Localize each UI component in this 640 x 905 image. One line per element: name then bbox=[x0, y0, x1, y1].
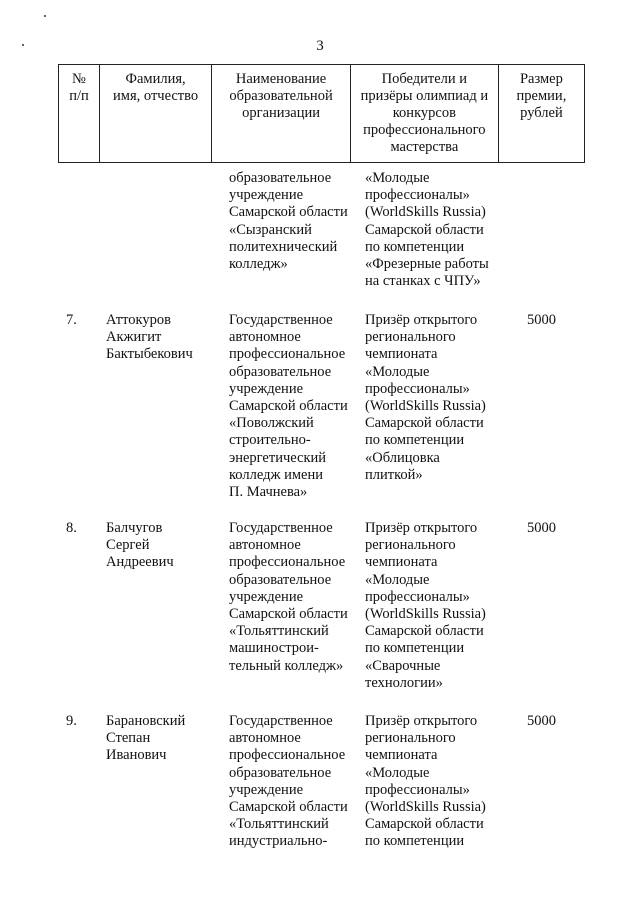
continued-org: образовательное учреждение Самарской области «Сызранский политехнический колледж» bbox=[229, 170, 348, 273]
row-name: Аттокуров Акжигит Бактыбекович bbox=[106, 312, 193, 363]
header-num: № п/п bbox=[59, 65, 100, 163]
row-org: Государственное автономное профессиональное образовательное учреждение Самарской области «Тольяттинский машинострои- тельный колледж» bbox=[229, 520, 348, 674]
row-winners: Призёр открытого регионального чемпионата «Молодые профессионалы» (WorldSkills Russia) Самарской области по компетенции bbox=[365, 713, 486, 850]
header-name: Фамилия, имя, отчество bbox=[99, 65, 211, 163]
row-org: Государственное автономное профессиональное образовательное учреждение Самарской области «Поволжский строительно- энергетический колледж имени П. Мачнева» bbox=[229, 312, 348, 501]
row-org: Государственное автономное профессиональное образовательное учреждение Самарской области «Тольяттинский индустриально- bbox=[229, 713, 348, 850]
row-num: 8. bbox=[66, 520, 77, 536]
header-prize: Размер премии, рублей bbox=[498, 65, 584, 163]
row-prize: 5000 bbox=[527, 520, 556, 536]
scan-dot bbox=[44, 15, 46, 17]
header-winners: Победители и призёры олимпиад и конкурсов профессионального мастерства bbox=[350, 65, 498, 163]
row-name: Барановский Степан Иванович bbox=[106, 713, 186, 764]
row-prize: 5000 bbox=[527, 713, 556, 729]
row-name: Балчугов Сергей Андреевич bbox=[106, 520, 174, 571]
header-org: Наименование образовательной организации bbox=[212, 65, 351, 163]
row-num: 9. bbox=[66, 713, 77, 729]
page-number: 3 bbox=[316, 38, 324, 54]
row-num: 7. bbox=[66, 312, 77, 328]
row-winners: Призёр открытого регионального чемпионата «Молодые профессионалы» (WorldSkills Russia) Самарской области по компетенции «Сварочные технологии» bbox=[365, 520, 486, 691]
continued-winners: «Молодые профессионалы» (WorldSkills Russia) Самарской области по компетенции «Фрезерные работы на станках с ЧПУ» bbox=[365, 170, 489, 290]
table-header bbox=[58, 64, 585, 163]
row-prize: 5000 bbox=[527, 312, 556, 328]
row-winners: Призёр открытого регионального чемпионата «Молодые профессионалы» (WorldSkills Russia) Самарской области по компетенции «Облицовка плиткой» bbox=[365, 312, 486, 483]
